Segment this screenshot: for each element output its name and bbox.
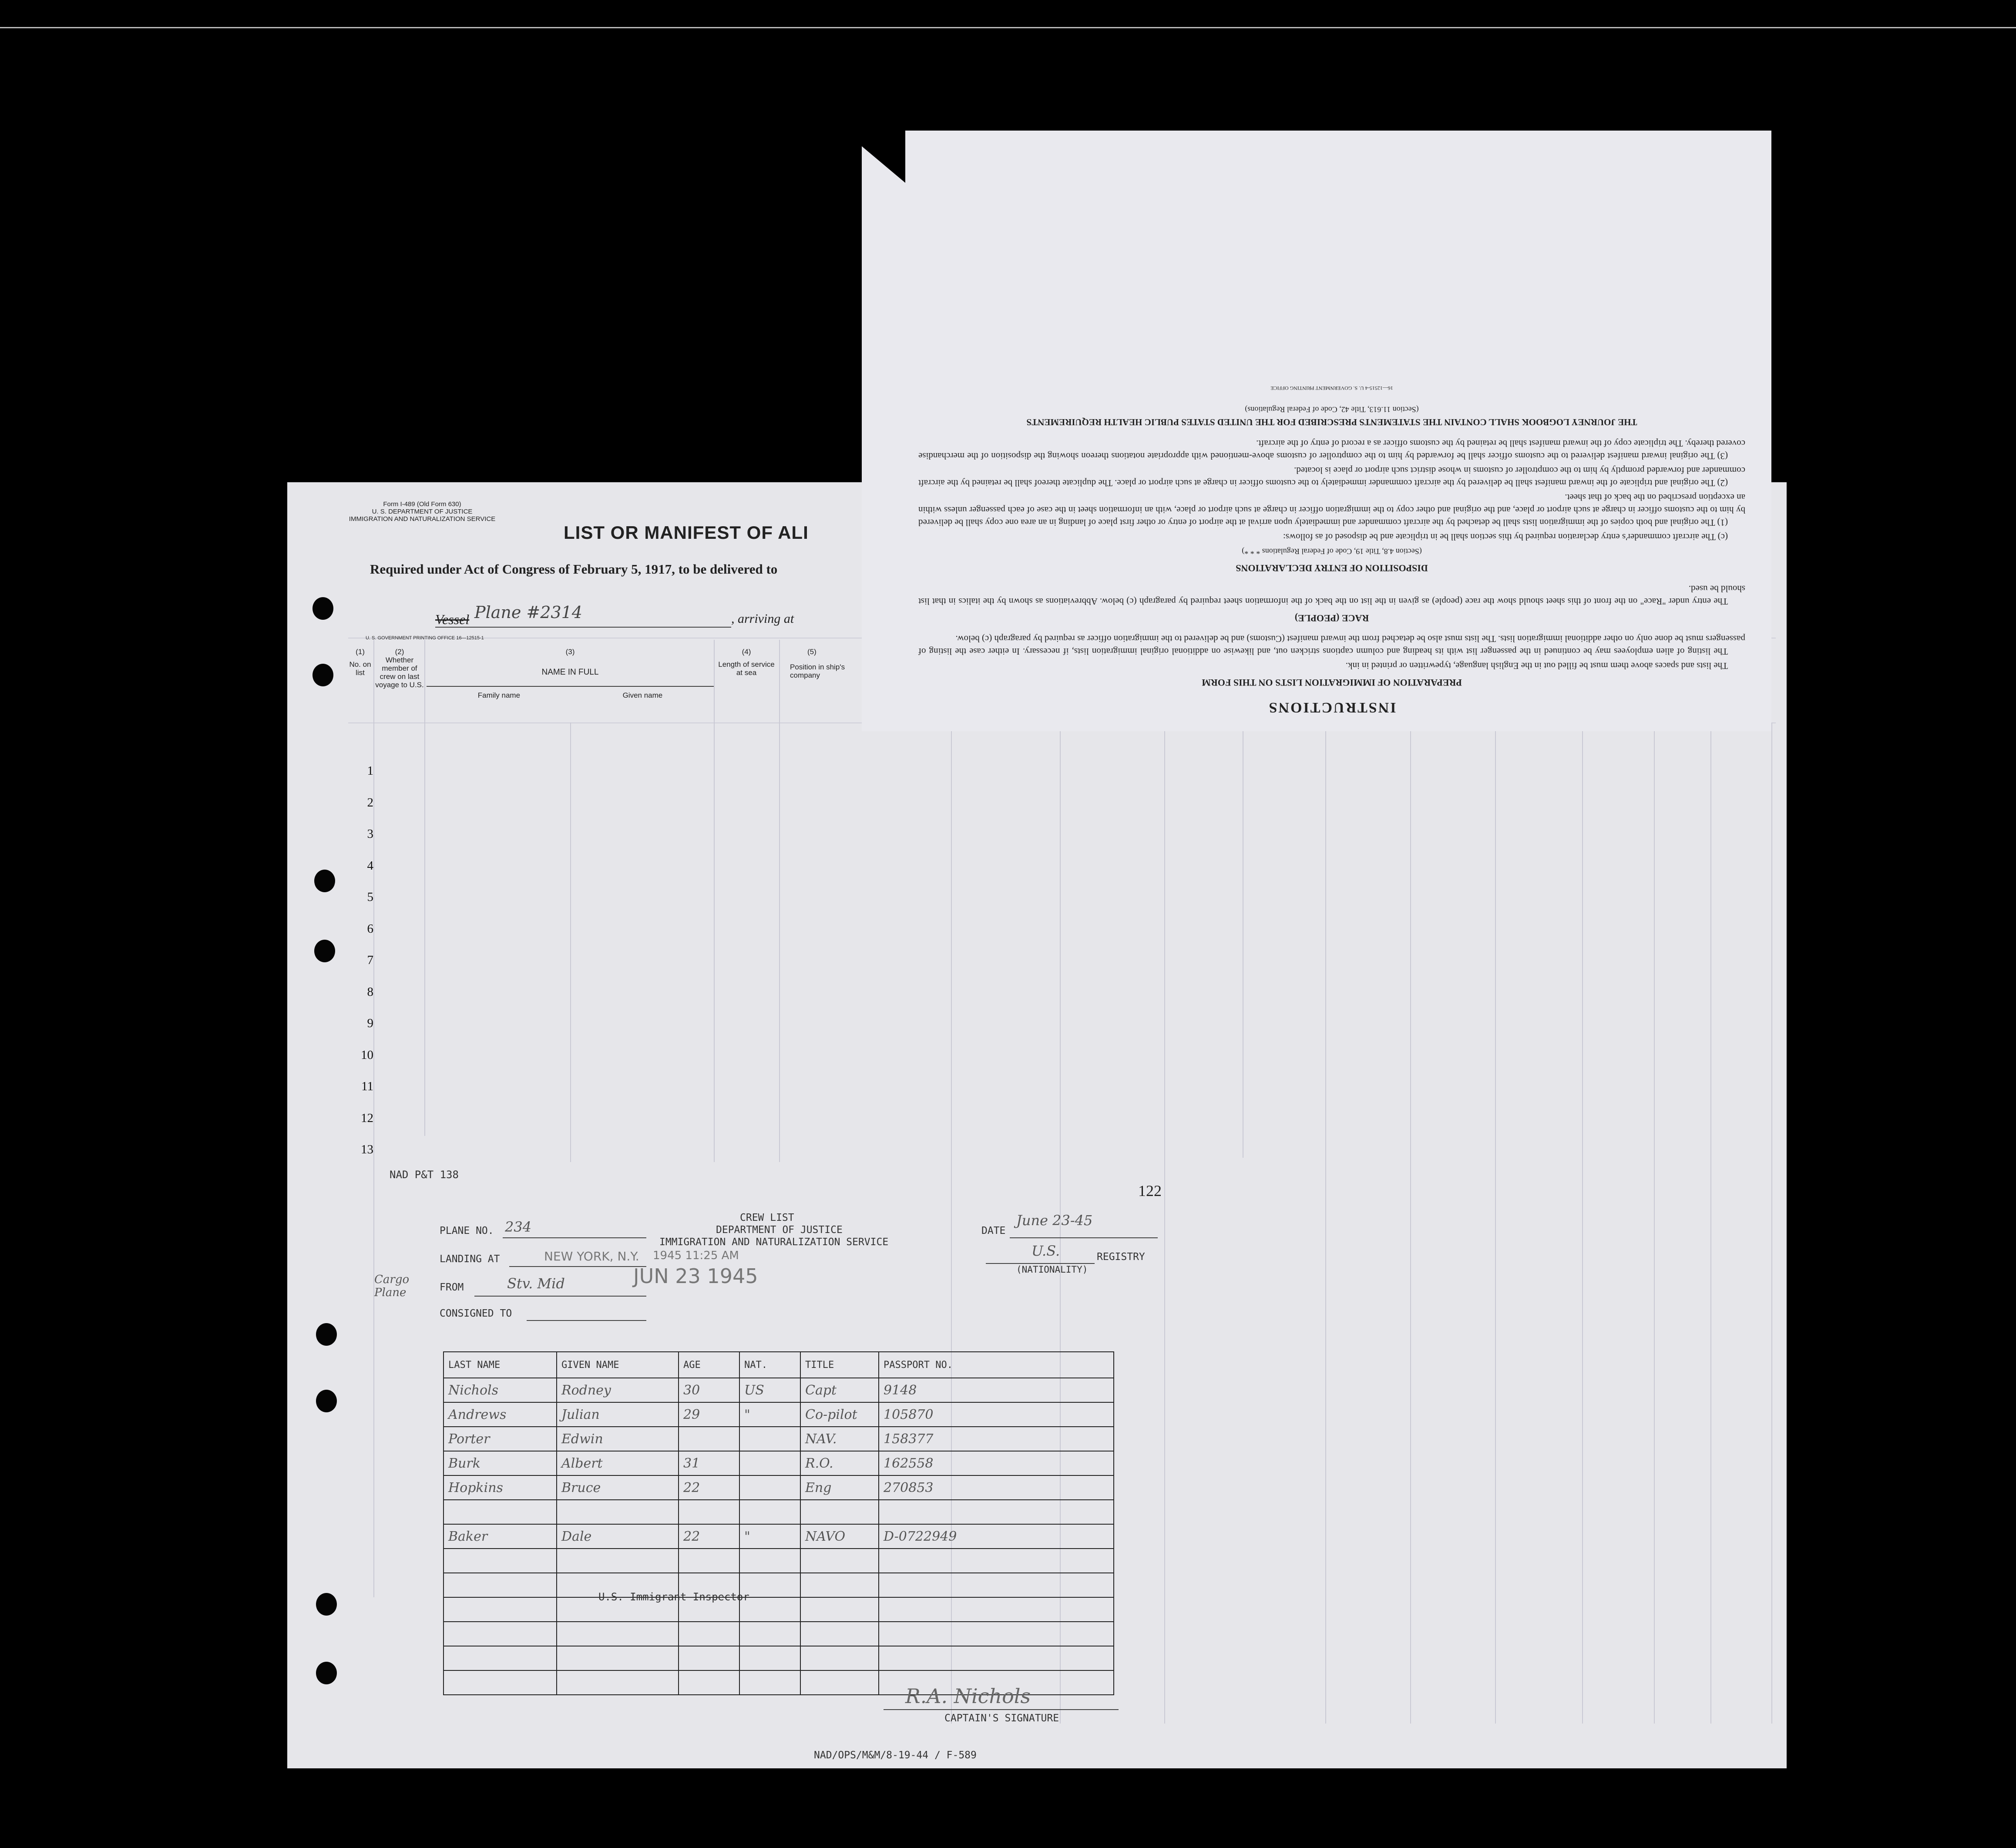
date-value: June 23-45 xyxy=(1016,1212,1093,1229)
manifest-title: LIST OR MANIFEST OF ALI xyxy=(564,522,809,543)
passport-cell xyxy=(879,1622,1114,1646)
captain-signature-label: CAPTAIN'S SIGNATURE xyxy=(944,1713,1059,1724)
last-name-cell: Andrews xyxy=(444,1402,557,1427)
punch-hole xyxy=(314,940,335,962)
age-cell xyxy=(679,1500,739,1524)
column-header-3: (3) NAME IN FULL Family name Given name xyxy=(427,648,714,699)
instructions-printing: 16—12515-4 U. S. GOVERNMENT PRINTING OFFICE xyxy=(1270,385,1393,391)
title-cell: NAVO xyxy=(800,1524,879,1549)
crew-list-department: DEPARTMENT OF JUSTICE xyxy=(716,1224,843,1236)
crew-list-title: CREW LIST xyxy=(740,1212,794,1223)
page-number: 122 xyxy=(1138,1182,1162,1200)
logbook-note: THE JOURNEY LOGBOOK SHALL CONTAIN THE STATEMENTS PRESCRIBED FOR THE UNITED STATES PUBLIC HEALTH REQUIREMENTS xyxy=(1026,417,1637,427)
crew-row xyxy=(444,1646,1114,1670)
title-cell: Capt xyxy=(800,1378,879,1402)
title-cell xyxy=(800,1549,879,1573)
nationality-cell xyxy=(739,1475,800,1500)
row-number: 7 xyxy=(367,953,373,967)
given-name-cell: Julian xyxy=(557,1402,679,1427)
crew-row xyxy=(444,1378,1114,1402)
passport-cell xyxy=(879,1646,1114,1670)
given-name-header: Given name xyxy=(622,691,663,699)
last-name-cell xyxy=(444,1573,557,1597)
family-name-header: Family name xyxy=(477,691,521,699)
grid-line xyxy=(1325,722,1326,1724)
form-number: Form I-489 (Old Form 630) xyxy=(383,501,461,508)
given-name-cell: Bruce xyxy=(557,1475,679,1500)
passport-cell: 270853 xyxy=(879,1475,1114,1500)
row-number: 9 xyxy=(367,1016,373,1030)
title-cell xyxy=(800,1646,879,1670)
punch-hole xyxy=(314,870,335,892)
race-heading: RACE (PEOPLE) xyxy=(1294,613,1369,624)
crew-list-slip xyxy=(348,1160,1223,1769)
punch-hole xyxy=(316,1662,337,1684)
crew-row xyxy=(444,1524,1114,1549)
header-title: TITLE xyxy=(800,1352,879,1378)
manifest-requirement: Required under Act of Congress of February 5, 1917, to be delivered to xyxy=(370,561,778,577)
margin-note: Cargo Plane xyxy=(374,1273,410,1299)
instructions-rotated xyxy=(862,131,1771,731)
nationality-cell xyxy=(739,1427,800,1451)
crew-row xyxy=(444,1402,1114,1427)
age-cell xyxy=(679,1427,739,1451)
age-cell xyxy=(679,1622,739,1646)
header-last-name: LAST NAME xyxy=(444,1352,557,1378)
crew-table-body xyxy=(444,1378,1114,1695)
row-number: 5 xyxy=(367,890,373,904)
crew-row xyxy=(444,1451,1114,1475)
vessel-value: Plane #2314 xyxy=(474,603,582,622)
department: U. S. DEPARTMENT OF JUSTICE xyxy=(372,508,473,515)
crew-row xyxy=(444,1622,1114,1646)
captain-signature: R.A. Nichols xyxy=(905,1684,1031,1708)
grid-line xyxy=(570,722,571,1162)
grid-line xyxy=(1710,722,1711,1724)
last-name-cell: Nichols xyxy=(444,1378,557,1402)
title-cell: Co-pilot xyxy=(800,1402,879,1427)
instructions-sheet xyxy=(862,131,1771,731)
age-cell: 31 xyxy=(679,1451,739,1475)
consigned-underline xyxy=(527,1320,646,1321)
grid-line xyxy=(1654,722,1655,1724)
crew-table xyxy=(443,1351,1114,1695)
title-cell: NAV. xyxy=(800,1427,879,1451)
crew-table-header xyxy=(444,1352,1114,1378)
passport-cell xyxy=(879,1597,1114,1622)
instructions-paragraph: (1) The original and both copies of the immigration lists shall be detached by the aircraft commander and immediately upon arrival at the airport of entry or other first place of landing in an area one copy shall be delivered by him to the customs officer in charge at such airport or place, and the original and other copy to the immigration officer in charge at such airport or place, with an information sheet in the case of each passenger unless within an exception prescribed on the back of that sheet. xyxy=(918,492,1745,528)
passport-cell: 162558 xyxy=(879,1451,1114,1475)
nad-label: NAD P&T 138 xyxy=(390,1169,459,1181)
inspector-label: U.S. Immigrant Inspector xyxy=(598,1591,749,1603)
landing-underline xyxy=(509,1266,646,1267)
instructions-paragraph: The lists and spaces above them must be filled out in the English language, typewritten or printed in ink. xyxy=(1345,661,1728,671)
last-name-cell xyxy=(444,1549,557,1573)
age-cell: 22 xyxy=(679,1475,739,1500)
column-header-1: (1) No. on list xyxy=(349,648,371,677)
header-age: AGE xyxy=(679,1352,739,1378)
grid-line xyxy=(779,640,780,1162)
instructions-paragraph: (3) The original inward manifest delivered to the customs officer shall be forwarded by him to the comptroller of customs above-mentioned with appropriate notations thereon showing the disposition of the merchandise covered thereby. The triplicate copy of the inward manifest shall be retained by the customs officer as a record of entry of the aircraft. xyxy=(918,438,1745,461)
header-nationality: NAT. xyxy=(739,1352,800,1378)
given-name-cell xyxy=(557,1670,679,1695)
title-cell xyxy=(800,1622,879,1646)
date-underline xyxy=(1010,1237,1158,1238)
title-cell: Eng xyxy=(800,1475,879,1500)
last-name-cell: Burk xyxy=(444,1451,557,1475)
disposition-subheading: (Section 4.8, Title 19, Code of Federal Regulations * * *) xyxy=(1242,547,1422,556)
row-number: 1 xyxy=(367,764,373,778)
passport-cell xyxy=(879,1549,1114,1573)
service: IMMIGRATION AND NATURALIZATION SERVICE xyxy=(349,515,496,523)
grid-line xyxy=(714,640,715,1162)
disposition-heading: DISPOSITION OF ENTRY DECLARATIONS xyxy=(1236,563,1428,574)
nationality-cell xyxy=(739,1500,800,1524)
last-name-cell xyxy=(444,1670,557,1695)
plane-value: 234 xyxy=(505,1219,532,1235)
nationality-cell: " xyxy=(739,1524,800,1549)
passport-cell: D-0722949 xyxy=(879,1524,1114,1549)
age-cell xyxy=(679,1670,739,1695)
title-cell: R.O. xyxy=(800,1451,879,1475)
punch-hole xyxy=(316,1323,337,1346)
instructions-paragraph: The entry under "Race" on the front of this sheet should show the race (people) as given in the list on the back of the information sheet required by paragraph (c) below. Abbreviations as shown by the italics in that list should be used. xyxy=(918,584,1745,607)
given-name-cell xyxy=(557,1622,679,1646)
punch-hole xyxy=(316,1390,337,1412)
row-number: 8 xyxy=(367,984,373,999)
instructions-paragraph: The listing of alien employees may be continued in the passenger list with its heading and column captions stricken out, and likewise on additional original immigration lists, if necessary. In either case the listing of passengers must be done only on other additional immigration lists. The lists must also be detached from the inward manifest (Customs) and be delivered to the immigration officer as required by paragraph (c) below. xyxy=(918,634,1745,657)
title-cell xyxy=(800,1573,879,1597)
header-given-name: GIVEN NAME xyxy=(557,1352,679,1378)
last-name-cell: Baker xyxy=(444,1524,557,1549)
crew-row xyxy=(444,1573,1114,1597)
nationality-value: U.S. xyxy=(1032,1243,1060,1259)
date-label: DATE xyxy=(981,1225,1006,1236)
title-cell xyxy=(800,1500,879,1524)
row-number: 13 xyxy=(361,1142,373,1156)
last-name-cell xyxy=(444,1622,557,1646)
slip-footer: NAD/OPS/M&M/8-19-44 / F-589 xyxy=(814,1750,977,1761)
column-header-5: (5) Position in ship's company xyxy=(790,648,845,679)
grid-line xyxy=(1771,722,1772,1724)
signature-underline xyxy=(884,1709,1119,1710)
given-name-cell xyxy=(557,1549,679,1573)
grid-line xyxy=(1495,722,1496,1724)
passport-cell xyxy=(879,1500,1114,1524)
nationality-cell: US xyxy=(739,1378,800,1402)
crew-list-service: IMMIGRATION AND NATURALIZATION SERVICE xyxy=(659,1236,889,1248)
grid-line xyxy=(1410,722,1411,1724)
nationality-cell xyxy=(739,1670,800,1695)
row-number: 2 xyxy=(367,795,373,810)
last-name-cell xyxy=(444,1500,557,1524)
nationality-cell xyxy=(739,1549,800,1573)
landing-value: NEW YORK, N.Y. xyxy=(544,1249,639,1263)
crew-row xyxy=(444,1427,1114,1451)
title-cell xyxy=(800,1597,879,1622)
row-number: 3 xyxy=(367,827,373,841)
grid-line xyxy=(424,640,425,1136)
instructions-heading: INSTRUCTIONS xyxy=(1267,699,1396,716)
grid-line xyxy=(1582,722,1583,1724)
row-number: 11 xyxy=(361,1079,373,1093)
given-name-cell: Rodney xyxy=(557,1378,679,1402)
date-stamp: JUN 23 1945 xyxy=(633,1264,758,1288)
arriving-label: , arriving at xyxy=(731,612,794,626)
crew-row xyxy=(444,1549,1114,1573)
last-name-cell xyxy=(444,1597,557,1622)
instructions-paragraph: (2) The original and triplicate of the inward manifest shall be delivered by the aircraft commander immediately to the customs officer in charge at such airport or place. The duplicate thereof shall be retained by the aircraft commander and forwarded promptly by him to the comptroller of customs in whose district such airport or place is located. xyxy=(918,465,1745,488)
given-name-cell: Dale xyxy=(557,1524,679,1549)
row-number: 12 xyxy=(361,1111,373,1125)
registry-label: REGISTRY xyxy=(1097,1251,1145,1263)
crew-row xyxy=(444,1597,1114,1622)
age-cell xyxy=(679,1549,739,1573)
crew-row xyxy=(444,1500,1114,1524)
consigned-label: CONSIGNED TO xyxy=(440,1308,512,1319)
printing-office: U. S. GOVERNMENT PRINTING OFFICE 16—12515-1 xyxy=(366,635,484,641)
given-name-cell: Edwin xyxy=(557,1427,679,1451)
given-name-cell xyxy=(557,1500,679,1524)
punch-hole xyxy=(312,664,333,686)
instructions-subheading: PREPARATION OF IMMIGRATION LISTS ON THIS FORM xyxy=(1202,677,1462,688)
age-cell: 30 xyxy=(679,1378,739,1402)
nationality-cell: " xyxy=(739,1402,800,1427)
arrival-time-stamp: 1945 11:25 AM xyxy=(653,1249,739,1262)
age-cell: 29 xyxy=(679,1402,739,1427)
last-name-cell: Porter xyxy=(444,1427,557,1451)
nationality-cell xyxy=(739,1451,800,1475)
plane-underline xyxy=(503,1237,646,1238)
form-number-block xyxy=(348,501,496,523)
punch-hole xyxy=(316,1593,337,1616)
column-header-4: (4) Length of service at sea xyxy=(718,648,775,677)
nationality-underline xyxy=(986,1263,1095,1264)
row-number: 4 xyxy=(367,858,373,873)
instructions-paragraph: (c) The aircraft commander's entry declaration required by this section shall be in triplicate and be disposed of as follows: xyxy=(1283,532,1728,542)
from-label: FROM xyxy=(440,1282,464,1293)
passport-cell xyxy=(879,1573,1114,1597)
top-rule xyxy=(0,27,2016,28)
last-name-cell: Hopkins xyxy=(444,1475,557,1500)
row-number: 10 xyxy=(361,1048,373,1062)
plane-label: PLANE NO. xyxy=(440,1225,494,1236)
age-cell xyxy=(679,1646,739,1670)
header-passport: PASSPORT NO. xyxy=(879,1352,1114,1378)
from-value: Stv. Mid xyxy=(507,1275,565,1292)
nationality-label: (NATIONALITY) xyxy=(1016,1264,1088,1275)
logbook-citation: (Section 11.613, Title 42, Code of Federal Regulations) xyxy=(1245,405,1419,414)
row-number: 6 xyxy=(367,921,373,936)
passport-cell: 158377 xyxy=(879,1427,1114,1451)
punch-hole xyxy=(312,597,333,620)
given-name-cell xyxy=(557,1646,679,1670)
crew-row xyxy=(444,1475,1114,1500)
last-name-cell xyxy=(444,1646,557,1670)
column-header-2: (2) Whether member of crew on last voyage to U.S. xyxy=(375,648,424,689)
given-name-cell: Albert xyxy=(557,1451,679,1475)
passport-cell: 9148 xyxy=(879,1378,1114,1402)
passport-cell: 105870 xyxy=(879,1402,1114,1427)
nationality-cell xyxy=(739,1622,800,1646)
vessel-label: Vessel xyxy=(435,612,470,627)
age-cell: 22 xyxy=(679,1524,739,1549)
landing-label: LANDING AT xyxy=(440,1253,500,1265)
from-underline xyxy=(474,1296,646,1297)
nationality-cell xyxy=(739,1646,800,1670)
title-cell xyxy=(800,1670,879,1695)
